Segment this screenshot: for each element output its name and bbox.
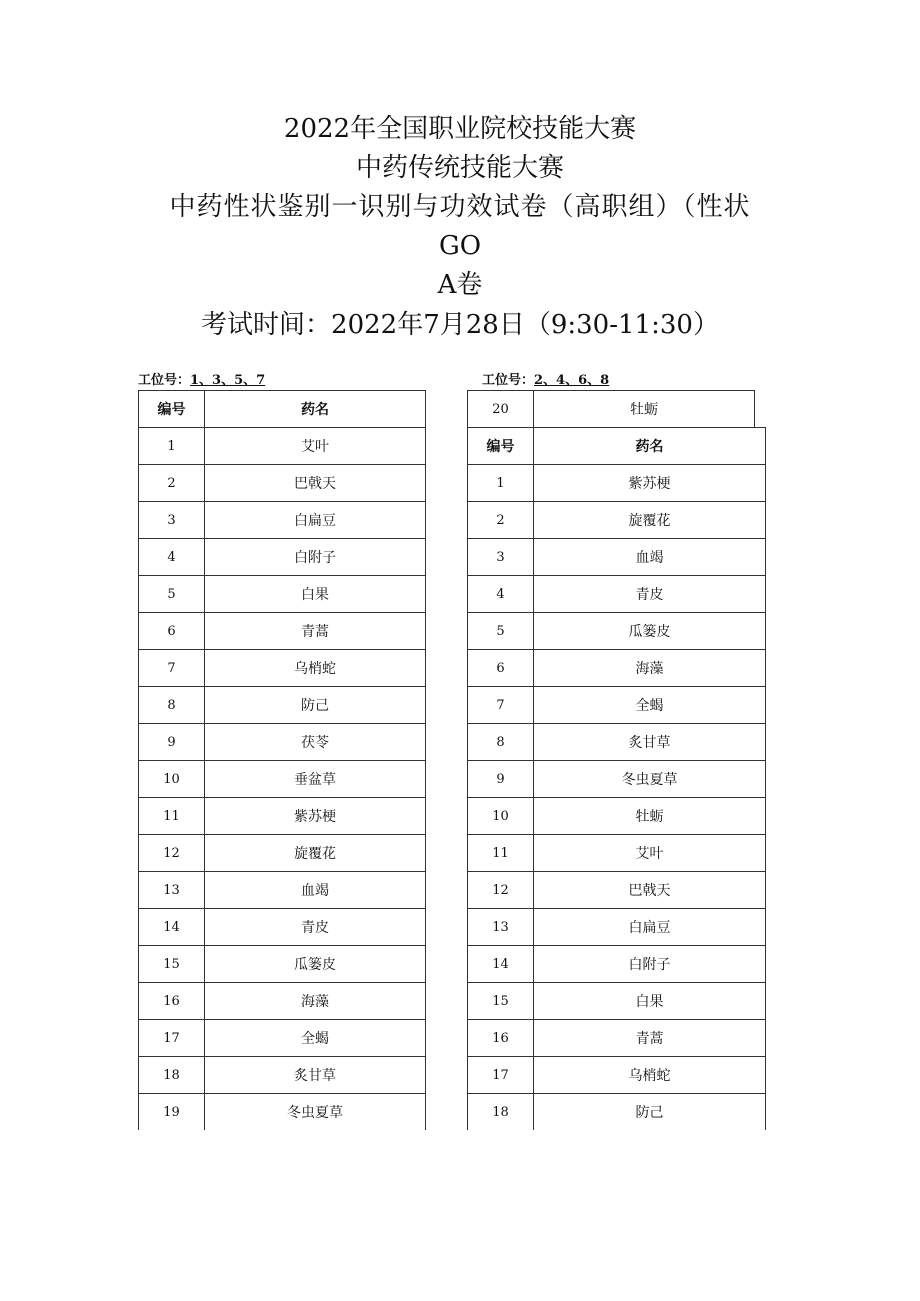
right-drug-table	[467, 427, 766, 1130]
row-number: 9	[468, 761, 534, 798]
row-number: 14	[139, 909, 205, 946]
exam-time: 考试时间：2022年7月28日（9:30-11:30）	[201, 310, 719, 340]
row-number: 3	[468, 539, 534, 576]
row-number: 14	[468, 946, 534, 983]
table-row	[139, 687, 426, 724]
row-number: 15	[139, 946, 205, 983]
row-name: 紫苏梗	[534, 465, 766, 502]
row-name: 牡蛎	[534, 391, 755, 428]
row-name: 旋覆花	[534, 502, 766, 539]
table-row	[139, 835, 426, 872]
table-row	[139, 909, 426, 946]
row-number: 10	[139, 761, 205, 798]
row-number: 16	[468, 1020, 534, 1057]
row-name: 牡蛎	[534, 798, 766, 835]
header-name: 药名	[205, 391, 426, 428]
table-row	[139, 1057, 426, 1094]
station-numbers: 1、3、5、7	[190, 373, 266, 388]
table-row	[468, 1020, 766, 1057]
row-name: 瓜篓皮	[205, 946, 426, 983]
row-name: 乌梢蛇	[534, 1057, 766, 1094]
table-row	[468, 872, 766, 909]
table-row	[468, 613, 766, 650]
header-number: 编号	[468, 428, 534, 465]
table-row	[468, 1094, 766, 1131]
row-name: 炙甘草	[205, 1057, 426, 1094]
row-name: 全蝎	[205, 1020, 426, 1057]
row-name: 垂盆草	[205, 761, 426, 798]
header-name: 药名	[534, 428, 766, 465]
row-number: 5	[468, 613, 534, 650]
row-number: 15	[468, 983, 534, 1020]
row-name: 炙甘草	[534, 724, 766, 761]
table-header-row	[468, 428, 766, 465]
table-row	[139, 613, 426, 650]
row-name: 乌梢蛇	[205, 650, 426, 687]
table-row	[468, 650, 766, 687]
row-number: 12	[139, 835, 205, 872]
row-name: 巴戟天	[205, 465, 426, 502]
table-row	[139, 872, 426, 909]
table-row	[468, 761, 766, 798]
row-name: 艾叶	[205, 428, 426, 465]
row-name: 白扁豆	[205, 502, 426, 539]
table-row	[468, 835, 766, 872]
row-number: 6	[139, 613, 205, 650]
row-number: 8	[139, 687, 205, 724]
row-number: 16	[139, 983, 205, 1020]
row-number: 1	[139, 428, 205, 465]
document-title	[0, 110, 920, 345]
row-number: 10	[468, 798, 534, 835]
table-row	[468, 909, 766, 946]
row-number: 11	[139, 798, 205, 835]
title-continuation: GO	[438, 231, 482, 261]
table-row	[468, 724, 766, 761]
row-number: 12	[468, 872, 534, 909]
row-number: 17	[468, 1057, 534, 1094]
row-name: 冬虫夏草	[534, 761, 766, 798]
row-name: 冬虫夏草	[205, 1094, 426, 1131]
table-row	[468, 502, 766, 539]
row-number: 9	[139, 724, 205, 761]
table-row	[468, 798, 766, 835]
table-row	[139, 650, 426, 687]
row-number: 13	[139, 872, 205, 909]
row-number: 2	[139, 465, 205, 502]
header-number: 编号	[139, 391, 205, 428]
row-number: 1	[468, 465, 534, 502]
table-row	[139, 539, 426, 576]
left-table-body	[139, 391, 426, 1131]
row-name: 血竭	[534, 539, 766, 576]
row-number: 19	[139, 1094, 205, 1131]
title-competition: 2022年全国职业院校技能大赛	[283, 114, 637, 144]
row-name: 海藻	[205, 983, 426, 1020]
row-number: 13	[468, 909, 534, 946]
row-number: 8	[468, 724, 534, 761]
row-name: 防己	[205, 687, 426, 724]
table-row	[139, 502, 426, 539]
row-name: 艾叶	[534, 835, 766, 872]
title-exam-paper: 中药性状鉴别一识别与功效试卷（高职组）（性状	[169, 192, 751, 222]
row-number: 3	[139, 502, 205, 539]
left-drug-table	[138, 390, 426, 1130]
table-row	[139, 798, 426, 835]
right-table-body	[468, 428, 766, 1131]
row-name: 紫苏梗	[205, 798, 426, 835]
table-row	[468, 946, 766, 983]
row-name: 旋覆花	[205, 835, 426, 872]
row-number: 7	[139, 650, 205, 687]
left-station-label	[138, 369, 265, 388]
row-name: 海藻	[534, 650, 766, 687]
row-number: 17	[139, 1020, 205, 1057]
row-name: 青蒿	[205, 613, 426, 650]
table-row	[139, 983, 426, 1020]
table-row	[139, 1020, 426, 1057]
row-number: 2	[468, 502, 534, 539]
station-numbers: 2、4、6、8	[534, 373, 610, 388]
table-row	[468, 687, 766, 724]
row-name: 白果	[534, 983, 766, 1020]
table-row	[139, 761, 426, 798]
row-number: 7	[468, 687, 534, 724]
table-row	[468, 391, 755, 428]
row-number: 4	[468, 576, 534, 613]
row-name: 白果	[205, 576, 426, 613]
row-number: 20	[468, 391, 534, 428]
table-row	[468, 465, 766, 502]
right-station-label	[482, 369, 609, 388]
row-name: 茯苓	[205, 724, 426, 761]
table-row	[468, 983, 766, 1020]
row-name: 全蝎	[534, 687, 766, 724]
table-header-row	[139, 391, 426, 428]
table-row	[139, 465, 426, 502]
station-label-text: 工位号：	[482, 373, 535, 388]
row-name: 青皮	[205, 909, 426, 946]
row-name: 白附子	[534, 946, 766, 983]
title-contest: 中药传统技能大赛	[355, 153, 564, 183]
table-row	[468, 1057, 766, 1094]
right-top-table	[467, 390, 755, 428]
row-name: 瓜篓皮	[534, 613, 766, 650]
row-number: 5	[139, 576, 205, 613]
row-name: 青蒿	[534, 1020, 766, 1057]
row-number: 18	[139, 1057, 205, 1094]
table-row	[468, 539, 766, 576]
row-number: 4	[139, 539, 205, 576]
table-row	[139, 1094, 426, 1131]
paper-version: A卷	[437, 270, 483, 300]
row-name: 白附子	[205, 539, 426, 576]
row-name: 巴戟天	[534, 872, 766, 909]
table-row	[139, 724, 426, 761]
row-name: 血竭	[205, 872, 426, 909]
table-row	[139, 946, 426, 983]
row-name: 青皮	[534, 576, 766, 613]
station-label-text: 工位号：	[138, 373, 191, 388]
row-number: 18	[468, 1094, 534, 1131]
row-name: 白扁豆	[534, 909, 766, 946]
row-number: 11	[468, 835, 534, 872]
table-row	[468, 576, 766, 613]
table-row	[139, 428, 426, 465]
table-row	[139, 576, 426, 613]
row-number: 6	[468, 650, 534, 687]
row-name: 防己	[534, 1094, 766, 1131]
